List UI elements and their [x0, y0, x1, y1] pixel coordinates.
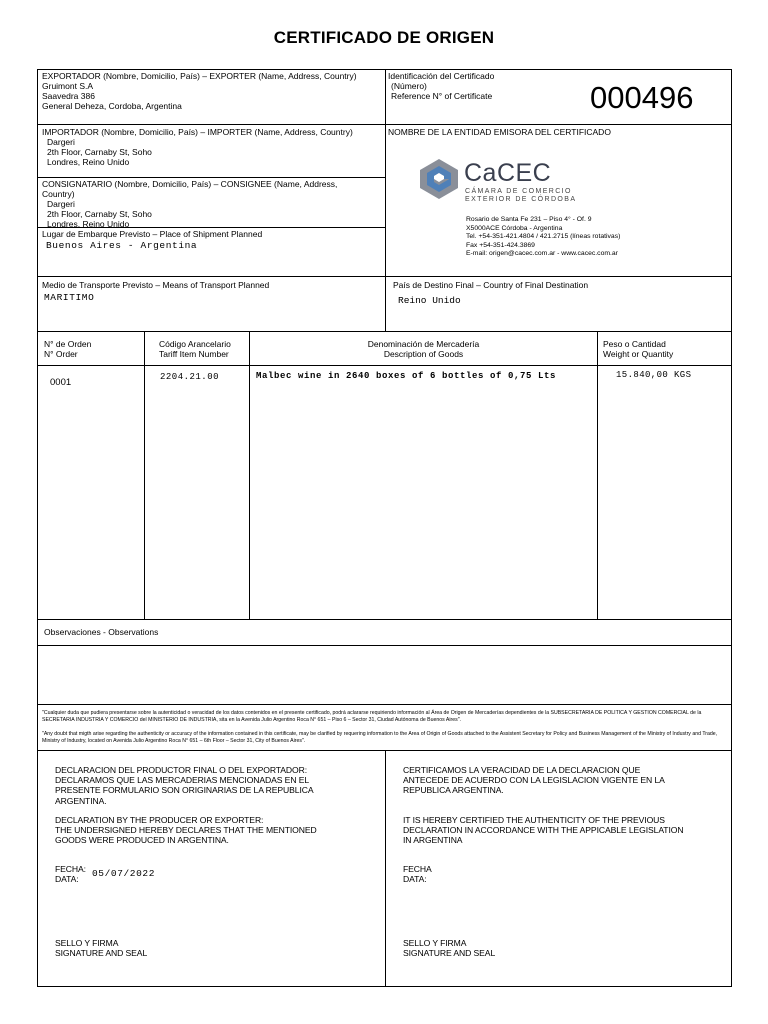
- table-cell-description: Malbec wine in 2640 boxes of 6 bottles of 0,75 Lts: [256, 371, 557, 381]
- seal-label-es: SELLO Y FIRMA: [403, 938, 467, 948]
- cacec-logo-name: CaCEC: [464, 159, 552, 187]
- certificate-id-label: Reference N° of Certificate: [391, 91, 493, 101]
- issuer-date-label: [403, 864, 432, 884]
- seal-label-es: SELLO Y FIRMA: [55, 938, 119, 948]
- date-label-es: FECHA: [403, 864, 432, 874]
- issuer-seal: [403, 938, 495, 958]
- table-cell-weight: 15.840,00 KGS: [616, 370, 692, 380]
- certification-line: REPUBLICA ARGENTINA.: [403, 785, 504, 796]
- divider-col-3: [597, 331, 598, 619]
- declaration-line: GOODS WERE PRODUCED IN ARGENTINA.: [55, 835, 229, 846]
- divider-observations-bottom: [37, 704, 732, 705]
- destination-value: Reino Unido: [398, 295, 461, 306]
- table-header-weight: [603, 339, 729, 359]
- producer-date-value: 05/07/2022: [92, 868, 156, 879]
- divider-table-header: [37, 365, 732, 366]
- declaration-line: DECLARAMOS QUE LAS MERCADERIAS MENCIONADAS EN EL: [55, 775, 310, 786]
- certification-line: IT IS HEREBY CERTIFIED THE AUTHENTICITY OF THE PREVIOUS: [403, 815, 665, 825]
- table-cell-tariff: 2204.21.00: [160, 372, 220, 382]
- importer-line: 2th Floor, Carnaby St, Soho: [47, 147, 152, 157]
- certificate-id-label: Identificación del Certificado: [388, 71, 495, 81]
- consignee-line: Dargeri: [47, 199, 75, 209]
- disclaimer-es: "Cualquier duda que pudiera presentarse sobre la autenticidad o veracidad de los datos contenidos en el presente certificado, podrá aclararse requiriendo información al Área de Origen de Mercaderías dependientes de la SUBSECRETARIA DE POLITICA Y GESTION COMERCIAL de la SECRETARIA INDUSTRIA Y COMERCIO del MINISTERIO DE INDUSTRIA, sita en la Avenida Julio Argentino Roca N° 651 – Piso 6 – Sector 31, Ciudad Autónoma de Buenos Aires".: [42, 710, 702, 723]
- shipment-place-label: Lugar de Embarque Previsto – Place of Shipment Planned: [42, 229, 263, 239]
- consignee-section: [42, 179, 382, 229]
- cacec-logo-subtitle: CÁMARA DE COMERCIO: [465, 188, 572, 195]
- table-header-text: Weight or Quantity: [603, 349, 674, 359]
- divider-shipment-bottom: [37, 276, 732, 277]
- consignee-line: 2th Floor, Carnaby St, Soho: [47, 209, 152, 219]
- producer-date-label: [55, 864, 86, 884]
- certificate-id-section: [388, 71, 588, 101]
- declaration-line: DECLARATION BY THE PRODUCER OR EXPORTER:: [55, 815, 264, 825]
- importer-line: Dargeri: [47, 137, 75, 147]
- observations-label: Observaciones - Observations: [44, 627, 159, 637]
- divider-table-bottom: [37, 619, 732, 620]
- table-header-text: Denominación de Mercadería: [367, 339, 480, 349]
- certificate-id-label: (Número): [391, 81, 427, 91]
- consignee-line: Londres, Reino Unido: [47, 219, 130, 229]
- importer-section: [42, 127, 382, 167]
- seal-label-en: SIGNATURE AND SEAL: [403, 948, 496, 959]
- table-cell-order: 0001: [50, 377, 72, 388]
- table-header-description: [250, 339, 597, 359]
- seal-label-en: SIGNATURE AND SEAL: [55, 948, 148, 959]
- producer-declaration-es: [55, 765, 380, 806]
- declaration-line: DECLARACION DEL PRODUCTOR FINAL O DEL EXPORTADOR:: [55, 765, 308, 775]
- issuer-certification-en: [403, 815, 728, 846]
- consignee-label: CONSIGNATARIO (Nombre, Domicilio, País) – CONSIGNEE (Name, Address,: [42, 179, 338, 189]
- table-header-text: Peso o Cantidad: [603, 339, 666, 349]
- certification-line: IN ARGENTINA: [403, 835, 463, 846]
- importer-label: IMPORTADOR (Nombre, Domicilio, País) – IMPORTER (Name, Address, Country): [42, 127, 353, 137]
- consignee-label: Country): [42, 189, 75, 199]
- transport-value: MARITIMO: [44, 292, 95, 303]
- table-header-text: Description of Goods: [383, 349, 464, 359]
- divider-exporter-bottom: [37, 124, 732, 125]
- transport-label: Medio de Transporte Previsto – Means of Transport Planned: [42, 280, 270, 290]
- cacec-logo-icon: [418, 158, 460, 200]
- certificate-number: 000496: [590, 80, 694, 115]
- issuer-certification-es: [403, 765, 728, 796]
- issuer-address-line: Rosario de Santa Fe 231 – Piso 4° - Of. 9: [466, 216, 592, 223]
- date-label-en: DATA:: [403, 874, 427, 885]
- declaration-line: PRESENTE FORMULARIO SON ORIGINARIAS DE LA REPUBLICA: [55, 785, 314, 796]
- exporter-line: General Deheza, Cordoba, Argentina: [42, 101, 182, 111]
- table-header-text: Tariff Item Number: [159, 349, 229, 359]
- exporter-line: Gruimont S.A: [42, 81, 94, 91]
- table-header-text: N° de Orden: [44, 339, 92, 349]
- producer-declaration-en: [55, 815, 380, 846]
- exporter-section: [42, 71, 382, 111]
- exporter-line: Saavedra 386: [42, 91, 95, 101]
- divider-transport-bottom: [37, 331, 732, 332]
- certification-line: ANTECEDE DE ACUERDO CON LA LEGISLACION VIGENTE EN LA: [403, 775, 665, 786]
- table-header-order: [44, 339, 142, 359]
- shipment-place-value: Buenos Aires - Argentina: [46, 240, 198, 251]
- table-header-text: Código Arancelario: [159, 339, 231, 349]
- divider-top-vertical: [385, 69, 386, 331]
- issuer-address-line: X5000ACE Córdoba - Argentina: [466, 224, 563, 232]
- declaration-line: ARGENTINA.: [55, 795, 107, 806]
- divider-importer-bottom: [37, 177, 385, 178]
- date-label-es: FECHA:: [55, 864, 86, 874]
- divider-col-2: [249, 331, 250, 619]
- disclaimer-en: "Any doubt that migth arise regarding the authenticity or accuracy of the information contained in this certificate, may be clarified by requering information to the Area of Origin of Goods attached to the Assistent Secretary for Policy and Business Management of the Ministry of Industry and Trade, Ministry of Industry, located on Avenida Julio Argentino Roca N° 651 – 6th Floor – Sector 31, City of Buenos Aires".: [42, 731, 718, 744]
- table-header-text: N° Order: [44, 349, 78, 359]
- certification-line: CERTIFICAMOS LA VERACIDAD DE LA DECLARACION QUE: [403, 765, 641, 775]
- producer-seal: [55, 938, 147, 958]
- table-header-tariff: [159, 339, 247, 359]
- destination-label: País de Destino Final – Country of Final Destination: [393, 280, 589, 290]
- cacec-logo-subtitle: EXTERIOR DE CÓRDOBA: [465, 196, 577, 203]
- date-label-en: DATA:: [55, 874, 79, 885]
- declaration-line: THE UNDERSIGNED HEREBY DECLARES THAT THE MENTIONED: [55, 825, 317, 836]
- issuer-address: [466, 216, 730, 259]
- divider-declaration-vertical: [385, 750, 386, 987]
- document-title: CERTIFICADO DE ORIGEN: [273, 28, 495, 47]
- issuer-address-line: Tel. +54-351-421.4804 / 421.2715 (líneas rotativas): [466, 233, 621, 241]
- issuer-address-line: E-mail: origen@cacec.com.ar - www.cacec.com.ar: [466, 250, 618, 258]
- certification-line: DECLARATION IN ACCORDANCE WITH THE APPICABLE LEGISLATION: [403, 825, 684, 836]
- issuer-label: NOMBRE DE LA ENTIDAD EMISORA DEL CERTIFICADO: [388, 127, 611, 137]
- divider-observations-label: [37, 645, 732, 646]
- issuer-address-line: Fax +54-351-424.3869: [466, 241, 535, 249]
- importer-line: Londres, Reino Unido: [47, 157, 130, 167]
- divider-col-1: [144, 331, 145, 619]
- exporter-label: EXPORTADOR (Nombre, Domicilio, País) – EXPORTER (Name, Address, Country): [42, 71, 357, 81]
